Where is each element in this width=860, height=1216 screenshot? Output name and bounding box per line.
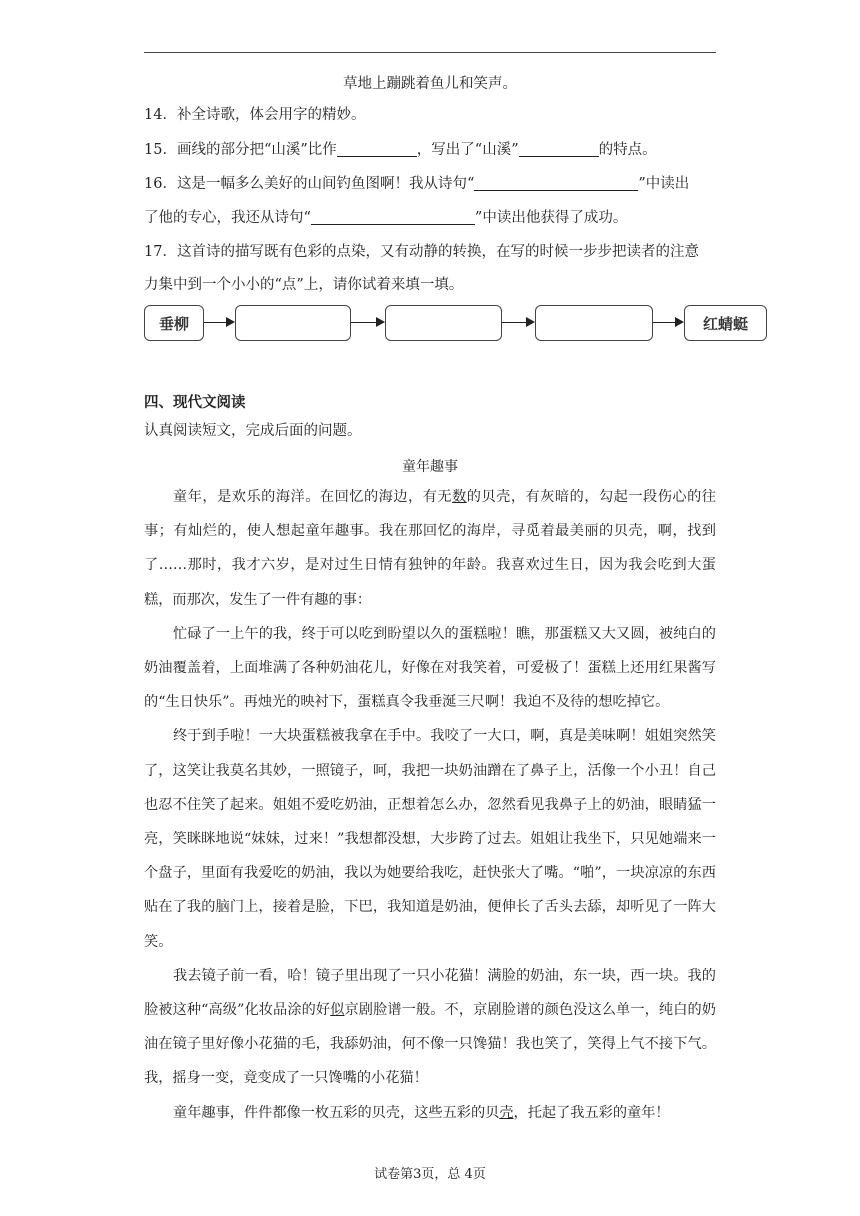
flow-arrowhead-1 xyxy=(226,317,235,327)
flow-blank-box-1[interactable] xyxy=(235,305,351,341)
q16-blank-2[interactable] xyxy=(311,208,475,225)
q15-text-c: 的特点。 xyxy=(598,142,657,158)
flow-arrowhead-3 xyxy=(526,317,535,327)
flow-blank-box-2[interactable] xyxy=(385,305,502,341)
header-rule xyxy=(144,52,716,53)
question-16-line1 xyxy=(144,174,689,194)
p1-text-a: 童年，是欢乐的海洋。在回忆的海边，有无 xyxy=(173,489,453,505)
q15-text-a: 15．画线的部分把“山溪”比作 xyxy=(144,142,337,158)
q16-text-a: 16．这是一幅多么美好的山间钓鱼图啊！我从诗句“ xyxy=(144,176,475,192)
p1-text-b: 的贝壳，有灰暗的，勾起一段伤心的往事；有灿烂的，使人想起童年趣事。我在那回忆的海岸，寻觅着最美丽的贝壳，啊，找到了……那时，我才六岁，是对过生日情有独钟的年龄。我喜欢过生日，因为我会吃到大蛋糕，而那次，发生了一件有趣的事： xyxy=(144,489,716,608)
p1-underlined-char: 数 xyxy=(452,489,467,505)
passage-paragraph-2: 忙碌了一上午的我，终于可以吃到盼望以久的蛋糕啦！瞧，那蛋糕又大又圆，被纯白的奶油覆盖着，上面堆满了各种奶油花儿，好像在对我笑着，可爱极了！蛋糕上还用红果酱写的“生日快乐”。再烛光的映衬下，蛋糕真令我垂涎三尺啊！我迫不及待的想吃掉它。 xyxy=(144,625,716,711)
poem-line: 草地上蹦跳着鱼儿和笑声。 xyxy=(343,76,517,92)
question-17-line1: 17．这首诗的描写既有色彩的点染，又有动静的转换，在写的时候一步步把读者的注意 xyxy=(144,244,699,260)
p5-underlined-char: 壳 xyxy=(499,1104,514,1121)
flow-blank-box-3[interactable] xyxy=(535,305,653,341)
p4-underlined-char: 似 xyxy=(330,1002,345,1019)
flow-arrowhead-2 xyxy=(376,317,385,327)
flow-arrow-3 xyxy=(502,322,526,323)
question-17-line2: 力集中到一个小小的“点”上，请你试着来填一填。 xyxy=(144,277,464,293)
q15-text-b: ，写出了“山溪” xyxy=(416,142,519,158)
question-16-line2 xyxy=(144,208,627,228)
p4-text-a: 我去镜子前一看，哈！镜子里出现了一只小花猫！满脸的奶油，东一块，西一块。我的脸被这种“高级”化妆品涂的好 xyxy=(144,967,716,1019)
flow-arrowhead-4 xyxy=(675,317,684,327)
section-instruction: 认真阅读短文，完成后面的问题。 xyxy=(144,423,362,439)
passage-body xyxy=(144,480,716,1130)
passage-paragraph-4 xyxy=(144,959,716,1096)
flow-box-start: 垂柳 xyxy=(144,305,204,341)
flow-box-end: 红蜻蜓 xyxy=(684,305,767,341)
question-15 xyxy=(144,140,657,160)
q16-text-c: 了他的专心，我还从诗句“ xyxy=(144,210,311,226)
q15-blank-2[interactable] xyxy=(519,140,599,157)
q16-text-d: ”中读出他获得了成功。 xyxy=(474,210,628,226)
passage-paragraph-5 xyxy=(144,1096,716,1130)
passage-paragraph-3: 终于到手啦！一大块蛋糕被我拿在手中。我咬了一大口，啊，真是美味啊！姐姐突然笑了，这笑让我莫名其妙，一照镜子，呵，我把一块奶油蹭在了鼻子上，活像一个小丑！自己也忍不住笑了起来。姐姐不爱吃奶油，正想着怎么办，忽然看见我鼻子上的奶油，眼睛猛一亮，笑眯眯地说“妹妹，过来！”我想都没想，大步跨了过去。姐姐让我坐下，只见她端来一个盘子，里面有我爱吃的奶油，我以为她要给我吃，赶快张大了嘴。“啪”，一块凉凉的东西贴在了我的脑门上，接着是脸，下巴，我知道是奶油，便伸长了舌头去舔，却听见了一阵大笑。 xyxy=(144,728,716,950)
p5-text-b: ，托起了我五彩的童年！ xyxy=(513,1104,670,1121)
flow-arrow-1 xyxy=(204,322,226,323)
passage-title: 童年趣事 xyxy=(402,459,458,475)
p4-text-b: 京剧脸谱一般。不，京剧脸谱的颜色没这么单一，纯白的奶油在镜子里好像小花猫的毛，我舔奶油，何不像一只馋猫！我也笑了，笑得上气不接下气。我，摇身一变，竟变成了一只馋嘴的小花猫！ xyxy=(144,1002,716,1087)
question-14: 14．补全诗歌，体会用字的精妙。 xyxy=(144,107,366,123)
q16-blank-1[interactable] xyxy=(474,174,638,191)
page-footer: 试卷第3页，总 4页 xyxy=(374,1167,486,1182)
flow-arrow-2 xyxy=(351,322,376,323)
p5-text-a: 童年趣事，件件都像一枚五彩的贝壳，这些五彩的贝 xyxy=(173,1104,500,1121)
q16-text-b: ”中读出 xyxy=(638,176,690,192)
section-title: 四、现代文阅读 xyxy=(144,395,246,411)
q15-blank-1[interactable] xyxy=(337,140,417,157)
flow-arrow-4 xyxy=(653,322,675,323)
passage-paragraph-1 xyxy=(144,480,716,617)
